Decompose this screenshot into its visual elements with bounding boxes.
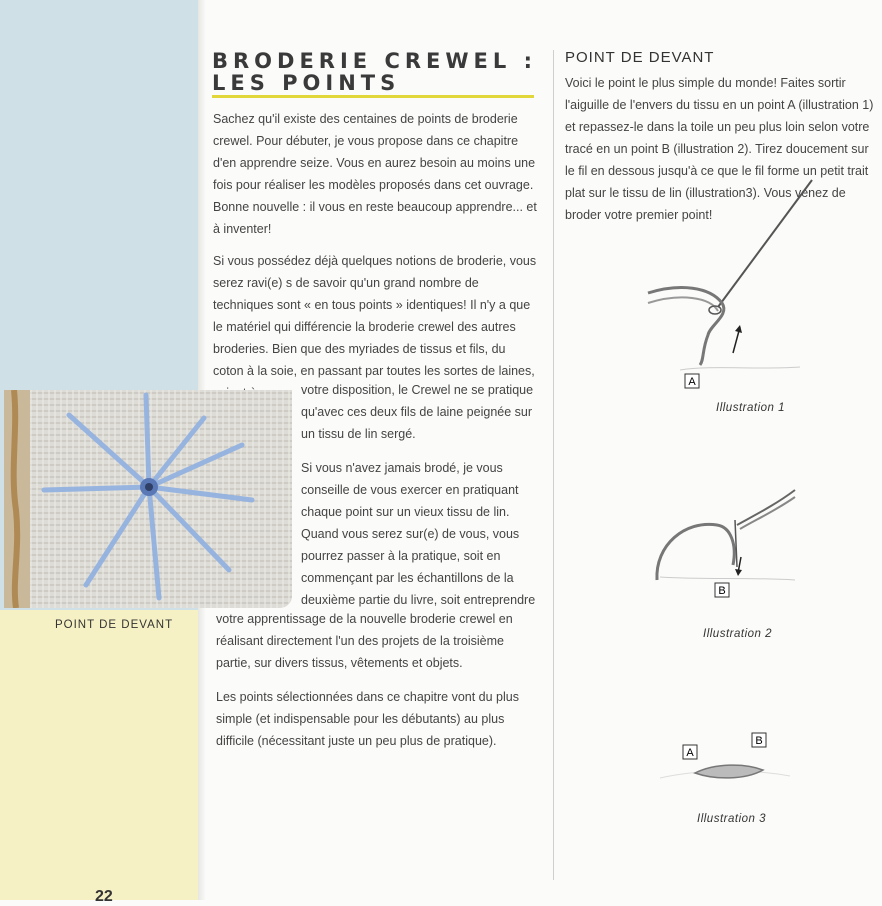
left-color-band-yellow (0, 610, 202, 900)
illustration-1-caption: Illustration 1 (716, 402, 786, 414)
star-stitch-image (4, 390, 292, 608)
illustration-3-label-b: B (755, 735, 763, 747)
page-title-line1: BRODERIE CREWEL : (212, 49, 537, 73)
illustration-3-drawing (655, 728, 795, 798)
embroidery-photo (4, 390, 292, 608)
illustration-1-label-a: A (688, 376, 696, 388)
intro-paragraph-3: Si vous n'avez jamais brodé, je vous conseille de vous exercer en pratiquant chaque point sur un vieux tissu de lin. Quand vous serez sur(e) de vous, vous pourrez passer à la pratique, soit en commençant par les échantillons de la deuxième partie du livre, soit entreprendre (301, 461, 536, 607)
illustration-3-caption: Illustration 3 (697, 813, 767, 825)
illustration-1-drawing (640, 175, 840, 395)
illustration-3-label-a: A (686, 747, 694, 759)
photo-caption: POINT DE DEVANT (55, 619, 174, 631)
page-title-line2: LES POINTS (212, 71, 401, 95)
section-title: POINT DE DEVANT (565, 49, 715, 66)
intro-paragraph-4: Les points sélectionnées dans ce chapitre vont du plus simple (et indispensable pour les débutants) au plus difficile (nécessitant juste un peu plus de pratique). (216, 690, 519, 748)
illustration-2-label-b: B (718, 585, 726, 597)
illustration-2-drawing (645, 485, 815, 605)
intro-paragraph-1: Sachez qu'il existe des centaines de points de broderie crewel. Pour débuter, je vous propose dans ce chapitre d'en apprendre seize. Vous en aurez besoin au moins une fois pour réaliser les modèles proposés dans cet ouvrage. Bonne nouvelle : il vous en reste beaucoup apprendre... et à inventer! (213, 112, 537, 236)
intro-paragraph-3b: votre apprentissage de la nouvelle broderie crewel en réalisant directement l'un des projets de la troisième partie, sur divers tissus, vêtements et objets. (216, 612, 513, 670)
intro-paragraph-2b: votre disposition, le Crewel ne se pratique qu'avec ces deux fils de laine peignée sur un tissu de lin sergé. (301, 383, 534, 441)
title-underline (212, 95, 534, 98)
intro-paragraph-2a: Si vous possédez déjà quelques notions de broderie, vous serez ravi(e) s de savoir qu'un grand nombre de techniques sont « en tous points » identiques! Il n'y a que le matériel qui différencie la broderie crewel des autres broderies. Bien que des myriades de tissus et fils, du coton à la soie, en passant par toutes les sortes de laines, (213, 254, 537, 378)
illustration-2-caption: Illustration 2 (703, 628, 773, 640)
section-text: Voici le point le plus simple du monde! Faites sortir l'aiguille de l'envers du tissu en un point A (illustration 1) et repassez-le dans la toile un peu plus loin selon votre tracé en un point B (illustration 2). Tirez doucement sur le fil en dessous jusqu'à ce que le fil forme un petit trait plat sur le tissu de lin (illustration3). Vous venez de broder votre premier point! (565, 76, 874, 222)
page-number: 22 (95, 888, 113, 905)
page-title (212, 50, 537, 94)
column-divider (553, 50, 554, 880)
